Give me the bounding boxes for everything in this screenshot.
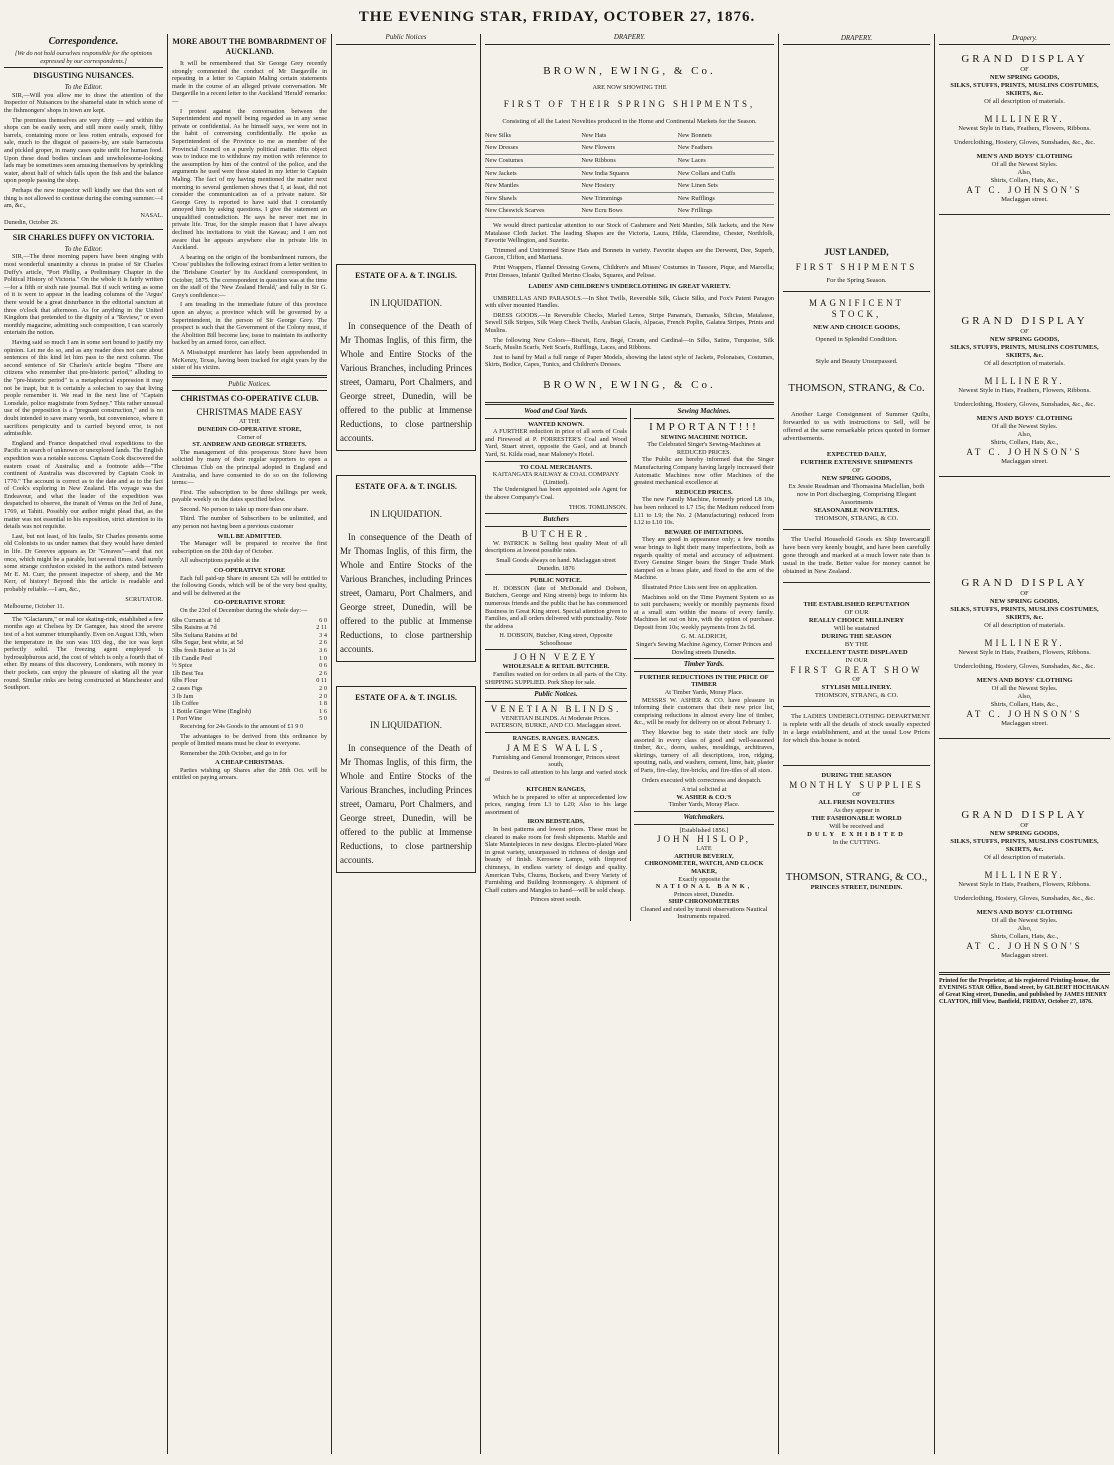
list-item: New Cheswick Scarves: [485, 205, 581, 218]
paragraph: The Useful Household Goods ex Ship Invercargill have been very keenly bought, and have been carefully gone through and marked at a much lower rate than is usual in the trade. Better value for money cannot be obtained in New Zealand.: [783, 536, 930, 575]
list-item: New Feathers: [678, 142, 774, 155]
ad-subtitle: IN LIQUIDATION.: [370, 719, 442, 730]
ad-subtitle: NEW SPRING GOODS,: [989, 336, 1060, 343]
paragraph: The Undersigned has been appointed sole Agent for the above Company's Coal.: [485, 486, 627, 501]
goods-list: [485, 130, 774, 218]
ad-text: Small Goods always on hand. Maclaggan street Dunedin. 1876: [496, 556, 616, 572]
list-item: New India Squares: [581, 168, 677, 181]
ad-title: EXPECTED DAILY,: [826, 451, 887, 458]
list-item: 6lbs Currants at 1d 6 0: [172, 616, 327, 624]
ad-subtitle: NEW SPRING GOODS,: [989, 830, 1060, 837]
ad-title: WANTED KNOWN.: [527, 420, 584, 428]
letter-salutation: To the Editor.: [64, 244, 103, 253]
dateline: Dunedin, October 26.: [4, 219, 59, 227]
list-item: New Hats: [581, 130, 677, 143]
list-item: New Rufflings: [678, 193, 774, 206]
ad-text: Shirts, Collars, Hats, &c.,: [990, 439, 1059, 446]
ad-title: VENETIAN BLINDS.: [490, 703, 622, 714]
dateline: Melbourne, October 11.: [4, 603, 65, 611]
ad-text: Shirts, Collars, Hats, &c.,: [990, 701, 1059, 708]
paragraph: Just to hand by Mail a full range of Paper Models, showing the latest style of Jackets, Polonaises, Costumes, Skirts, Bodice, Capes, Tunics, and Children's Dresses.: [485, 353, 774, 369]
section-heading: Public Notices.: [228, 379, 271, 388]
ad-text: Maclaggan street.: [1001, 458, 1048, 465]
ad-title: CHRISTMAS CO-OPERATIVE CLUB.: [180, 394, 319, 404]
list-item: New Frillings: [678, 205, 774, 218]
list-item: 5lbs Sultana Raisins at 8d 3 4: [172, 631, 327, 639]
paragraph: In consequence of the Death of Mr Thomas Inglis, of this firm, the Whole and Entire Stocks of the Various Branches, including Princes street, Oamaru, Port Chalmers, and George street, Dunedin, will be offered to the public at Immense Reductions, to close partnership accounts.: [340, 320, 472, 443]
list-item: New Bonnets: [678, 130, 774, 143]
section-heading: Correspondence.: [48, 36, 119, 47]
ad-title: FURTHER EXTENSIVE SHIPMENTS: [800, 459, 913, 466]
ad-text: Singer's Sewing Machine Agency, Corner Princes and Dowling streets Dunedin.: [636, 641, 772, 656]
ad-text: Of all description of materials.: [984, 360, 1065, 367]
ad-title: JUST LANDED,: [824, 247, 889, 257]
list-item: New Hosiery: [581, 180, 677, 193]
paragraph: It will be remembered that Sir George Grey recently strongly commented the conduct of Mr Dargaville in repeating in a letter to Captain Maling certain statements made in the course of an alleged private conversation. Mr Dargaville in a recent letter to the Auckland 'Herald' remarks:—: [172, 60, 327, 105]
paragraph: Parties wishing up Shares after the 28th Oct. will be entitled on paying arrears.: [172, 766, 327, 782]
ad-text: Princes street south.: [530, 896, 582, 904]
ad-text: OF: [852, 676, 861, 683]
column-johnson: [935, 34, 1114, 1454]
ad-subtitle: SILKS, STUFFS, PRINTS, MUSLINS COSTUMES, SKIRTS, &c.: [950, 344, 1099, 359]
ad-title: PUBLIC NOTICE.: [530, 577, 582, 585]
paragraph: Illustrated Price Lists sent free on application.: [641, 583, 758, 591]
ad-subtitle: WHOLESALE & RETAIL BUTCHER.: [502, 663, 610, 671]
ad-subtitle: MEN'S AND BOYS' CLOTHING: [976, 153, 1073, 160]
ad-subtitle: SILKS, STUFFS, PRINTS, MUSLINS COSTUMES, SKIRTS, &c.: [950, 606, 1099, 621]
ad-text: Style and Beauty Unsurpassed.: [815, 358, 898, 365]
paragraph: SIR,—Will you allow me to draw the attention of the Inspector of Nuisances to the shameful state in which some of the fishmongers' shops in town are kept.: [4, 91, 163, 114]
ad-text: Shirts, Collars, Hats, &c.,: [990, 933, 1059, 940]
ad-title: FURTHER REDUCTIONS IN THE PRICE OF TIMBER: [639, 673, 769, 689]
ad-text: Newest Style in Hats, Feathers, Flowers, Ribbons.: [958, 387, 1091, 394]
inglis-ad: [336, 475, 476, 662]
ad-text: Timber Yards, Moray Place.: [668, 801, 740, 809]
sewing-timber-watch: [631, 408, 774, 921]
ad-text: OF: [1020, 822, 1029, 829]
ad-text: Also,: [1017, 693, 1032, 700]
section-heading: Timber Yards.: [683, 660, 725, 669]
column-correspondence: [0, 34, 167, 1454]
section-heading: DRAPERY.: [840, 34, 873, 42]
paragraph: Families waited on for orders in all parts of the City. SHIPPING SUPPLIED. Pork Shop for sale.: [485, 671, 627, 686]
johnson-ad: [939, 577, 1110, 728]
ad-title: BUTCHER.: [521, 528, 591, 539]
ad-subtitle: NEW SPRING GOODS,: [821, 475, 892, 482]
section-heading: Public Notices.: [534, 690, 578, 699]
paragraph: Third. The number of Subscribers to be unlimited, and any person not having been a previous customer: [172, 515, 327, 531]
paragraph: Second. No person to take up more than one share.: [180, 505, 309, 513]
ad-subtitle: DULY EXHIBITED: [807, 831, 906, 838]
ad-text: Consisting of all the Latest Novelties produced in the Home and Continental Markets for the Season.: [502, 118, 757, 126]
ad-text: VENETIAN BLINDS. At Moderate Prices. PATERSON, BURKE, AND CO. Maclaggan street.: [490, 714, 622, 730]
paragraph: The Public are hereby informed that the Singer Manufacturing Company having largely increased their Automatic Machines now offer Machines of the greatest mechanical excellence at: [633, 456, 774, 487]
ad-text: AT THE: [238, 418, 261, 426]
ad-text: For the Spring Season.: [826, 277, 887, 284]
ad-text: A trial solicited at: [681, 786, 727, 794]
paragraph: Machines sold on the Time Payment System so as to suit purchasers; weekly or monthly payments fixed at a small sum within the means of every family. Machines let out on hire, with the option of purchase. Deposit from 10s; weekly payments from 2s 6d.: [633, 593, 774, 631]
paragraph: On the 23rd of December during the whole day:—: [180, 607, 308, 614]
ad-emphasis: REDUCED PRICES.: [675, 488, 733, 496]
paragraph: The following New Colors—Biscuit, Ecru, Begé, Cream, and Cardinal—in Silks, Satins, Turquoise, Silk Scarfs, Muslin Scarfs, Nett Scarfs, Rufflings, Laces, and Ribbons.: [485, 336, 774, 352]
ad-text: Will be sustained: [833, 625, 880, 632]
ad-text: OF: [852, 467, 861, 474]
ad-subtitle: EXCELLENT TASTE DISPLAYED: [805, 649, 908, 656]
ad-text: In the CUTTING.: [832, 839, 881, 846]
newspaper-title: THE EVENING STAR, FRIDAY, OCTOBER 27, 1876.: [358, 9, 756, 25]
ad-text: Of all the Newest Styles.: [991, 685, 1058, 692]
column-thomson-strang: [779, 34, 934, 1454]
paragraph: Having said so much I am in some sort bound to justify my opinion. Let me do so, and as any reader does not care about sentences of this kind let him pass to the next column. The second sentence of Sir Charles's article begins "There are citizens who remember that pre-historic period," alluding to the "pre-historic period" is a metaphorical expression it may not be inapt, but it is certainly a solecism to say that living people remember it. We read in the next line of "Captain Lonsdale, police magistrate from Sydney." This rather unusual use of the preposition is a "pregnant construction," and is no doubt intended to save many words, but convenience, where it sacrifices perspicuity and is carried beyond error, is not admissible.: [4, 339, 163, 438]
paragraph: A Mississippi murderer has lately been apprehended in McKenzy, Texas, having been tracked for eight years by the sister of his victim.: [172, 348, 327, 372]
list-item: New Jackets: [485, 168, 581, 181]
signature: G. M. ALDRICH,: [681, 633, 727, 641]
ad-headline: AT C. JOHNSON'S: [966, 447, 1083, 457]
paragraph: I am treading in the immediate future of this province upon an abyss; a province which will be governed by a Superintendent, in the person of Sir George Grey. The prospect is such that the Government of the Colony must, if the Abolition Bill become law, issue to maintain its authority backed by an armed force, can effect.: [172, 301, 327, 347]
ad-text: Underclothing, Hosiery, Gloves, Sunshades, &c., &c.: [954, 401, 1095, 408]
ad-text: Of all the Newest Styles.: [991, 423, 1058, 430]
ad-title: ESTATE OF A. & T. INGLIS.: [355, 692, 457, 702]
ad-text: Of all description of materials.: [984, 98, 1065, 105]
list-item: New Flowers: [581, 142, 677, 155]
list-item: 3 lb Jam 2 0: [172, 692, 327, 700]
paragraph: England and France despatched rival expeditions to the Pacific in search of unknown or unexplored lands. The English expedition was a notable success. Captain Cook discovered the eastern coast of Australia; and a footnote adds—"The continent of Australia was discovered by Captain Cook in 1770." The account is correct as to the date and as to the fact of Cook's exploring in New Zealand. His voyage was the Endeavour, and what the leader of the expedition was despatched to observe, the transit of Venus on the 3rd of June, 1769, at Tahiti. Possibly our author might plead that, as the matter was not essential to his exposition, strict attention to its details was not requisite.: [4, 439, 163, 531]
ad-text: Maclaggan street.: [1001, 196, 1048, 203]
list-item: 1lb Coffee 1 8: [172, 700, 327, 708]
paragraph: They likewise beg to state their stock are fully assorted in every class of good and well-seasoned timber, &c., doors, sashes, mouldings, architraves, skirtings, turnery of all descriptions, iron, ridging, spouting, nails, and washers, cement, lime, hair, plaster of Paris, fire-clay, fire-bricks, and fire-tiles of all sizes.: [633, 729, 774, 774]
list-item: New Linen Sets: [678, 180, 774, 193]
list-item: 3lbs fresh Butter at 1s 2d 3 6: [172, 646, 327, 654]
paragraph: Receiving for 24s Goods to the amount of £1 9 0: [180, 722, 304, 730]
ad-text: Underclothing, Hosiery, Gloves, Sunshades, &c., &c.: [954, 895, 1095, 902]
ad-text: [Established 1856.]: [679, 826, 729, 834]
list-item: 1lb Candle Peel 1 0: [172, 654, 327, 662]
ad-text: Ex Jessie Readman and Thomasina Maclellan, both now in Port discharging, Comprising Elegant Assortments: [788, 483, 925, 506]
list-item: New Costumes: [485, 155, 581, 168]
inglis-ad: [336, 686, 476, 873]
section-heading: Public Notices: [385, 34, 427, 41]
ad-text: H. DOBSON, Butcher, King street, Opposite Schoolhouse: [499, 632, 613, 647]
paragraph: In consequence of the Death of Mr Thomas Inglis, of this firm, the Whole and Entire Stocks of the Various Branches, including Princes street, Oamaru, Port Chalmers, and George street, Dunedin, will be offered to the public at Immense Reductions, to close partnership accounts.: [340, 742, 472, 865]
ad-headline: LADIES' AND CHILDREN'S UNDERCLOTHING IN GREAT VARIETY.: [528, 283, 731, 291]
section-heading: Watchmakers.: [683, 812, 725, 821]
ad-title: FIRST SHIPMENTS: [795, 262, 918, 272]
ad-text: Exactly opposite the: [678, 875, 730, 883]
ad-text: Of all the Newest Styles.: [991, 161, 1058, 168]
ad-title: RANGES. RANGES. RANGES.: [512, 735, 600, 743]
ad-text: KAITANGATA RAILWAY & COAL COMPANY (Limited).: [492, 471, 620, 486]
ad-headline: AT C. JOHNSON'S: [966, 709, 1083, 719]
ad-store: CO-OPERATIVE STORE: [213, 567, 286, 575]
signature: SCRUTATOR.: [125, 595, 163, 603]
ad-text: OF OUR: [844, 609, 869, 616]
ad-text: Of all description of materials.: [984, 622, 1065, 629]
ad-text: Of all description of materials.: [984, 854, 1065, 861]
paragraph: Remember the 20th October, and go in for: [180, 749, 287, 757]
signature: THOS. TOMLINSON.: [568, 503, 627, 511]
price-list: [172, 617, 327, 723]
ad-headline: FIRST GREAT SHOW: [790, 665, 923, 675]
ad-subtitle: CHRISTMAS MADE EASY: [196, 407, 303, 418]
ad-subtitle: SILKS, STUFFS, PRINTS, MUSLINS COSTUMES, SKIRTS, &c.: [950, 838, 1099, 853]
paragraph: The LADIES UNDERCLOTHING DEPARTMENT is replete with all the details of stock usually expected in a large establishment, and at the usual Low Prices for which this house is noted.: [783, 713, 930, 744]
ad-subtitle: NEW AND CHOICE GOODS,: [813, 324, 900, 331]
ad-subtitle: STYLISH MILLINERY.: [821, 684, 892, 691]
list-item: New Shawls: [485, 193, 581, 206]
paragraph: Which he is prepared to offer at unprecedented low prices, ranging from L3 to L20; Also to his large assortment of: [485, 793, 627, 816]
ad-text: Underclothing, Hosiery, Gloves, Sunshades, &c., &c.: [954, 663, 1095, 670]
ad-subtitle: DURING THE SEASON: [821, 633, 892, 640]
section-heading: Sewing Machines.: [677, 407, 731, 416]
ad-headline: MILLINERY.: [984, 870, 1065, 880]
ad-subtitle: NEW SPRING GOODS,: [989, 598, 1060, 605]
firm-name: BROWN, EWING, & Co.: [543, 64, 716, 77]
section-heading: DRAPERY.: [613, 34, 646, 41]
column-inglis: [332, 34, 480, 1454]
ad-text: Newest Style in Hats, Feathers, Flowers, Ribbons.: [958, 881, 1091, 888]
ad-subtitle: MEN'S AND BOYS' CLOTHING: [976, 909, 1073, 916]
ad-text: Of all the Newest Styles.: [991, 917, 1058, 924]
firm-name: THOMSON, STRANG, & CO.: [814, 515, 899, 522]
ad-title: JAMES WALLS,: [506, 742, 606, 753]
letter-title: DISGUSTING NUISANCES.: [33, 71, 134, 81]
ad-headline: MILLINERY.: [984, 638, 1065, 648]
paragraph: A FURTHER reduction in price of all sorts of Coals and Firewood at P. FORRESTER'S Coal and Wood Yard, Stuart street, opposite the Gaol, and at branch Yard, St. Kilda road, near Maloney's Hotel.: [485, 428, 627, 458]
ad-title: DURING THE SEASON: [821, 772, 892, 779]
signature: W. ASHER & CO.'S: [676, 793, 732, 801]
ad-text: Furnishing and General Ironmonger, Princes street south,: [492, 753, 620, 769]
ad-text: OF: [852, 791, 861, 798]
column-brown-ewing: [481, 34, 778, 1454]
ad-headline: FIRST OF THEIR SPRING SHIPMENTS,: [503, 99, 756, 110]
list-item: New Ecru Bows: [581, 205, 677, 218]
ad-store: DUNEDIN CO-OPERATIVE STORE,: [197, 425, 302, 433]
paragraph: Perhaps the new inspector will kindly see that this sort of thing is not allowed to continue during the coming summer.—I am, &c.,: [4, 186, 163, 210]
ad-text: Maclaggan street.: [1001, 952, 1048, 959]
list-item: 2 cases Figs 2 0: [172, 684, 327, 692]
ad-text: IN OUR: [845, 657, 868, 664]
column-news: [168, 34, 331, 1454]
ad-emphasis: IRON BEDSTEADS,: [527, 818, 585, 826]
paragraph: The new Family Machine, formerly priced L8 10s, has been reduced to L7 15s; the Medium reduced from L11 to L9; the No. 2 (Manufacturing) reduced from L12 to L10 10s.: [633, 496, 774, 527]
masthead: [0, 0, 1114, 34]
ad-text: Cleaned and rated by transit observations Nautical Instruments repaired.: [640, 905, 768, 921]
paragraph: H. DOBSON (late of McDonald and Dobson, Butchers, George and King streets) begs to inform his numerous friends and the public that he has commenced Business in Great King street. Special attention given to Families, and all orders delivered with punctuality. Note the address: [485, 584, 627, 630]
wood-coal-butchers: [485, 408, 631, 921]
ad-text: Opened in Splendid Condition.: [815, 336, 898, 343]
paragraph: Last, but not least, of his faults, Sir Charles presents some old Colonists to us under names that they would have denied in life. Dr Greeves appears as Dr "Greaves"—and that not once, which might be a parable, but several times. And surely some strange confusion existed in the author's mind between Mr E. M. Curr, the present inspector of sheep, and the Mr Kerr, of history! Beyond this the article is readable and probably reliable.—I am, &c.,: [4, 532, 163, 593]
ad-title: GRAND DISPLAY: [961, 315, 1088, 327]
firm-name: THOMSON, STRANG, & CO.: [814, 692, 899, 699]
editorial-note: [We do not hold ourselves responsible for the opinions expressed by our correspondents.]: [14, 50, 153, 65]
ad-subtitle: THE FASHIONABLE WORLD: [811, 815, 902, 822]
signature: NASAL.: [140, 211, 163, 219]
ad-emphasis: NATIONAL BANK,: [655, 883, 753, 891]
ad-subtitle: IN LIQUIDATION.: [370, 508, 442, 519]
paragraph: In consequence of the Death of Mr Thomas Inglis, of this firm, the Whole and Entire Stocks of the Various Branches, including Princes street, Oamaru, Port Chalmers, and George street, Dunedin, will be offered to the public at Immense Reductions, to close partnership accounts.: [340, 531, 472, 654]
paragraph: The "Glaciarum," or real ice skating-rink, established a few months ago at Chelsea by Dr Gamgee, has stood the severe test of a hot summer triumphantly. Even on August 13th, when the temperature in the sun was 103 deg., the ice was kept perfectly solid. The freezing agent employed is hydrosulphurous acid, the cost of which is only a fourth that of ether. By means of this discovery, Londoners, with money in their pockets, can enjoy the pleasure of skating all the year round. Similar rinks are being constructed at Manchester and Southport.: [4, 615, 163, 692]
ad-text: Princes street, Dunedin.: [673, 890, 735, 898]
list-item: 1lb Best Tea 2 6: [172, 669, 327, 677]
ad-subtitle: NEW SPRING GOODS,: [989, 74, 1060, 81]
ad-store: CO-OPERATIVE STORE: [213, 599, 286, 607]
ad-title: GRAND DISPLAY: [961, 577, 1088, 589]
paragraph: UMBRELLAS AND PARASOLS.—In Shot Twills, Reversible Silk, Glacie Silks, and Fox's Patent Paragon with silver mounted Handles.: [485, 294, 774, 310]
ad-headline: AT C. JOHNSON'S: [966, 941, 1083, 951]
firm-name: THOMSON, STRANG, & Co.: [788, 382, 925, 394]
johnson-ad: [939, 315, 1110, 466]
ad-subtitle: ALL FRESH NOVELTIES: [818, 799, 895, 806]
ad-text: Corner of: [237, 433, 262, 441]
paragraph: Desires to call attention to his large and varied stock of: [485, 768, 627, 784]
johnson-ad: [939, 809, 1110, 960]
ad-streets: ST. ANDREW AND GEORGE STREETS.: [192, 441, 307, 449]
ad-headline: MILLINERY.: [984, 114, 1065, 124]
ad-title: ESTATE OF A. & T. INGLIS.: [355, 481, 457, 491]
ad-title: GRAND DISPLAY: [961, 53, 1088, 65]
ad-text: Shirts, Collars, Hats, &c.,: [990, 177, 1059, 184]
section-heading: Drapery.: [1011, 34, 1038, 42]
ad-headline: MAGNIFICENT STOCK,: [809, 298, 904, 319]
ad-title: THE ESTABLISHED REPUTATION: [803, 601, 910, 608]
ad-text: OF: [1020, 590, 1029, 597]
list-item: New Laces: [678, 155, 774, 168]
ad-text: Will be received and: [829, 823, 884, 830]
ad-title: IMPORTANT!!!: [649, 420, 759, 433]
ad-title: ESTATE OF A. & T. INGLIS.: [355, 270, 457, 280]
ad-title: JOHN HISLOP,: [656, 834, 751, 845]
list-item: New Collars and Cuffs: [678, 168, 774, 181]
paragraph: Orders executed with correctness and despatch.: [641, 776, 762, 784]
article-title: MORE ABOUT THE BOMBARDMENT OF AUCKLAND.: [172, 37, 327, 56]
ad-text: Underclothing, Hosiery, Gloves, Sunshades, &c., &c.: [954, 139, 1095, 146]
ad-text: Maclaggan street.: [1001, 720, 1048, 727]
paragraph: The management of this prosperous Store have been solicited by many of their regular supporters to open a Christmas Club on the principal adopted in England and Australia, and have consented to do so on the following terms:—: [172, 448, 327, 487]
ad-text: As they appear in: [833, 807, 880, 814]
ad-emphasis: A CHEAP CHRISTMAS.: [215, 759, 284, 767]
ad-text: LATE: [696, 845, 712, 853]
ad-title: GRAND DISPLAY: [961, 809, 1088, 821]
paragraph: All subscriptions payable at the: [180, 557, 260, 565]
ad-subtitle: MEN'S AND BOYS' CLOTHING: [976, 415, 1073, 422]
paragraph: We would direct particular attention to our Stock of Cashmere and Nett Mantles, Silk Jackets, and the New Matalasse Cloth Jacket. The leading Shapes are the Victoria, Laura, Hilda, Clarendine, Chester, Northfolk, Favorite Wellington, and Suzette.: [485, 221, 774, 245]
list-item: 1 Bottle Ginger Wine (English) 1 6: [172, 707, 327, 715]
list-item: 6lbs Flour 0 11: [172, 677, 327, 685]
paragraph: The advantages to be derived from this ordinance by people of limited means must be clear to everyone.: [172, 732, 327, 748]
ad-headline: MILLINERY.: [984, 376, 1065, 386]
ad-subtitle: SEASONABLE NOVELTIES.: [813, 507, 900, 514]
ad-text: Also,: [1017, 925, 1032, 932]
ad-text: Also,: [1017, 431, 1032, 438]
letter-salutation: To the Editor.: [64, 83, 103, 92]
johnson-ad: [939, 53, 1110, 204]
inglis-ad: [336, 264, 476, 451]
list-item: New Dresses: [485, 142, 581, 155]
firm-name: BROWN, EWING, & Co.: [543, 379, 716, 392]
ad-emphasis: SHIP CHRONOMETERS: [668, 898, 740, 906]
paragraph: In best patterns and lowest prices. These must be cleared to make room for fresh shipments. Marble and Slate Mantelpieces in new designs. Electro-plated Ware in great variety, unsurpassed in richness of design and beauty of finish. Kerosene Lamps, with fireproof chimneys, in endless variety of design and quality. American Tubs, Churns, Buckets, and Every Variety of Furnishing and Building Ironmongery. A shipment of Chaff cutters and Mangles to hand—will be sold cheap.: [485, 825, 627, 894]
ad-headline: MONTHLY SUPPLIES: [789, 780, 924, 790]
paragraph: W. PATRICK is Selling best quality Meat of all descriptions at lowest possible rates.: [485, 539, 627, 555]
list-item: New Trimmings: [581, 193, 677, 206]
paragraph: The premises themselves are very dirty — and within the shops can be easily seen, and still more easily smelt, filthy barrels, containing more or less rotten entrails, exposed for sale, much to the disgust of passers-by, are stale barracouta and pickled groper, in many cases quite unfit for human food. Upon these dead bodies unclean and unwholesome-looking lads may be sometimes seen amusing themselves by sprinkling water, about half of which falls upon the fish and the balance upon people passing the shop.: [4, 116, 163, 185]
ad-text: At Timber Yards, Moray Place.: [664, 689, 744, 697]
ad-subtitle: IN LIQUIDATION.: [370, 297, 442, 308]
paragraph: The Manager will be prepared to receive the first subscription on the 20th day of October.: [172, 540, 327, 555]
ad-text: PRINCES STREET, DUNEDIN.: [810, 884, 903, 891]
paragraph: SIR,—The three morning papers have been singing with most wonderful unanimity a chorus in praise of Sir Charles Duffy's article, "Port Phillip, a Preliminary Chapter in the Political History of Victoria." On the whole it is fairly written—for a fifth or sixth rate journal. But if such writing as some of it is were to appear in the leading columns of the 'Argus' there would be a great disturbance in the editorial sanctum at three o'clock that afternoon. As for anything in the United Kingdom that pretended to the dignity of a "Review," or even monthly magazine, admitting such composition, I can scarcely entertain the notion.: [4, 253, 163, 337]
ad-text: Newest Style in Hats, Feathers, Flowers, Ribbons.: [958, 649, 1091, 656]
ad-emphasis: BEWARE OF IMITATIONS.: [664, 528, 744, 536]
ad-text: OF: [1020, 328, 1029, 335]
ad-title: JOHN VEZEY: [513, 652, 599, 663]
firm-name: THOMSON, STRANG, & CO.,: [785, 871, 928, 883]
paragraph: I protest against the conversation between the Superintendent and myself being regarded as in any sense private or confidential. As he himself says, we were not in the habit of conversing confidentially. He spoke as Superintendent of the Province to me as member of the Provincial Council on a purely political matter. His object was to induce me to withdraw my motion with reference to the assumption by him of the control of the police, and the arguments he used were those stated in my letter to Captain Maling. The fact of my having mentioned the matter next morning to several gentlemen shows that I, at least, did not consider the communication as of a private nature. Sir George Grey is reported to have said that I constantly annoyed him by asking questions. I give the statement an unqualified contradiction. He says he never met me in private life. True, for the simple reason that I have always declined his invitations to visit the Kawau; and I am not aware that he appears anywhere else in private life in Auckland.: [172, 107, 327, 252]
paragraph: MESSRS W. ASHER & CO. have pleasure in informing their customers that their new price list, comprising reductions in almost every line of timber, &c., will be ready for delivery on or about February 1.: [633, 696, 774, 727]
letter-title: SIR CHARLES DUFFY ON VICTORIA.: [12, 232, 155, 242]
section-heading: Wood and Coal Yards.: [524, 407, 588, 416]
list-item: ½ Spice 0 6: [172, 662, 327, 670]
ad-text: ARE NOW SHOWING THE: [592, 83, 667, 91]
imprint: Printed for the Proprietor, at his registered Printing-house, the EVENING STAR Office, Bond street, by GILBERT HOCHAKAN of Great King street, Dunedin, and published by JAMES HENRY CLAYTON, Hill View, Banfield, FRIDAY, October 27, 1876.: [939, 978, 1109, 1005]
paragraph: They are good in appearance only; a few months wear brings to light their many imperfections, both as regards quality of metal and accuracy of adjustment. Every Genuine Singer bears the Singer Trade Mark stamped on a brass plate, and fixed to the arm of the Machine.: [633, 536, 774, 582]
ad-subtitle: MEN'S AND BOYS' CLOTHING: [976, 677, 1073, 684]
ad-subtitle: SEWING MACHINE NOTICE.: [660, 433, 748, 441]
ad-title: TO COAL MERCHANTS.: [519, 463, 593, 471]
ad-text: BY THE: [844, 641, 869, 648]
ad-text: The Celebrated Singer's Sewing-Machines at REDUCED PRICES.: [647, 441, 761, 456]
ad-text: Newest Style in Hats, Feathers, Flowers, Ribbons.: [958, 125, 1091, 132]
list-item: 6lbs Sugar, best white, at 5d 2 6: [172, 639, 327, 647]
ad-subtitle: REALLY CHOICE MILLINERY: [808, 617, 905, 624]
paragraph: First. The subscription to be three shillings per week, payable weekly on the dates specified below.: [172, 488, 327, 504]
paragraph: A bearing on the origin of the bombardment rumors, the 'Cross' publishes the following extract from a letter written to the 'Brisbane Courier' by its Auckland correspondent, in October, 1875. The correspondent in question was at the time on the staff of the 'New Zealand Herald,' and fully in Sir G. Grey's confidence:—: [172, 253, 327, 299]
paragraph: Print Wrappers, Flannel Dressing Gowns, Children's and Misses' Costumes in Tassore, Pique, and Marcella; Print Dresses, Infants' Quilted Merino Cloaks, Squares, and Pelisse.: [485, 263, 774, 279]
ad-subtitle: CHRONOMETER, WATCH, AND CLOCK MAKER,: [644, 860, 764, 875]
list-item: New Ribbons: [581, 155, 677, 168]
ad-subtitle: SILKS, STUFFS, PRINTS, MUSLINS COSTUMES, SKIRTS, &c.: [950, 82, 1099, 97]
paragraph: Each full paid-up Share in amount £2s will be entitled to the following Goods, which will be of the very best quality, and will be delivered at the: [172, 574, 327, 597]
list-item: 5lbs Raisins at 7d 2 11: [172, 624, 327, 632]
list-item: 1 Port Wine 5 0: [172, 715, 327, 723]
section-heading: Butchers: [542, 515, 569, 524]
list-item: New Silks: [485, 130, 581, 143]
ad-emphasis: KITCHEN RANGES,: [526, 786, 586, 793]
ad-text: OF: [1020, 66, 1029, 73]
ad-text: Also,: [1017, 169, 1032, 176]
paragraph: Trimmed and Untrimmed Straw Hats and Bonnets in variety. Favorite shapes are the Derwent, Dee, Superb, Garcon, Clifton, and Maritana.: [485, 246, 774, 262]
ad-emphasis: WILL BE ADMITTED.: [217, 532, 282, 540]
list-item: New Mantles: [485, 180, 581, 193]
ad-headline: AT C. JOHNSON'S: [966, 185, 1083, 195]
paragraph: Another Large Consignment of Summer Quilts, forwarded to us with instructions to Sell, will be offered at the same remarkable prices quoted in former advertisements.: [783, 411, 930, 442]
ad-subtitle: ARTHUR BEVERLY,: [674, 852, 734, 860]
paragraph: DRESS GOODS.—In Reversible Checks, Marled Lenos, Stripe Panama's, Damasks, Silicias, Matalasse, Sewell Silk Stripes, Silk Warp Check Twills, Arabian Glacés, Alpacas, French Poplin, Galatea Stripes, Prints and Muslins.: [485, 311, 774, 335]
